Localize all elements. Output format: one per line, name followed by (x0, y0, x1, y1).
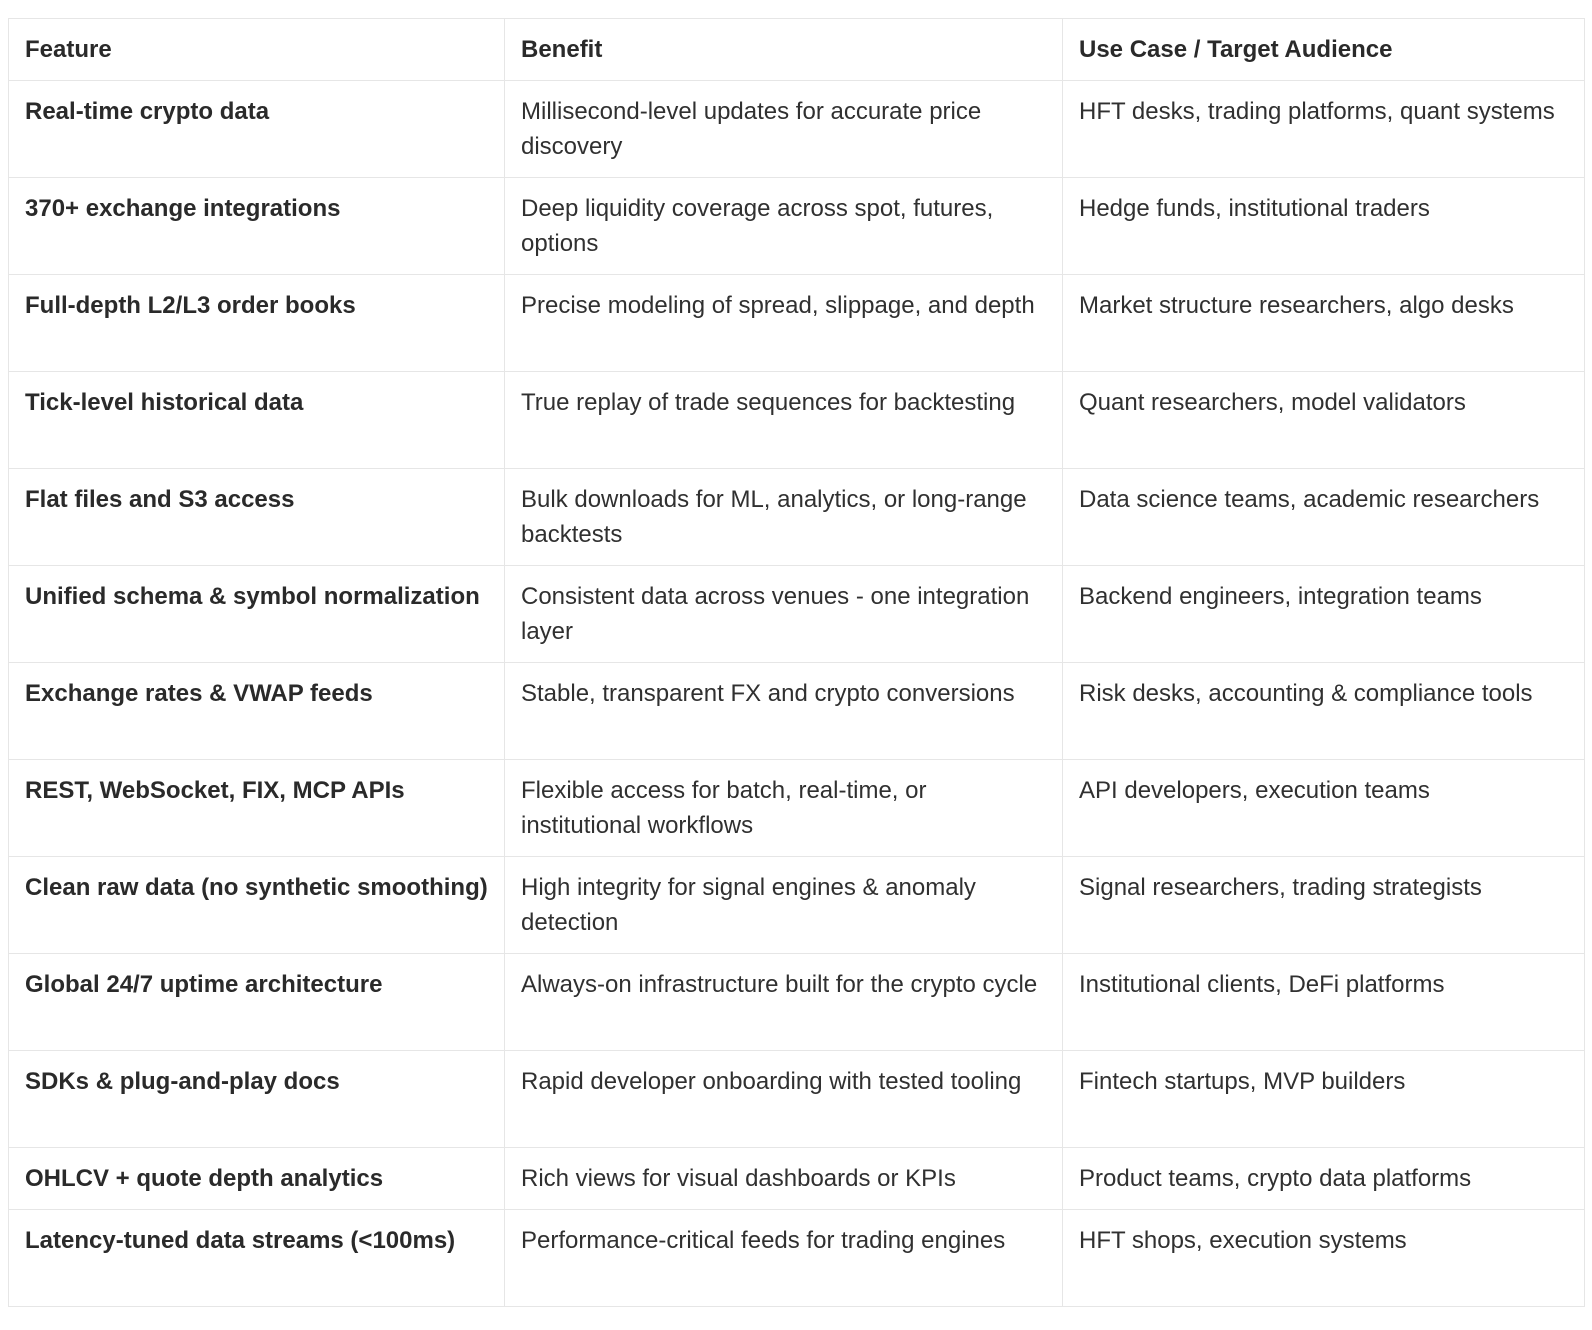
feature-cell: REST, WebSocket, FIX, MCP APIs (9, 760, 505, 857)
benefit-cell: Stable, transparent FX and crypto conversions (505, 663, 1063, 760)
use-case-cell: HFT desks, trading platforms, quant systems (1063, 81, 1585, 178)
feature-cell: Clean raw data (no synthetic smoothing) (9, 857, 505, 954)
use-case-cell: Risk desks, accounting & compliance tools (1063, 663, 1585, 760)
table-row (9, 469, 1585, 566)
benefit-cell: Rapid developer onboarding with tested tooling (505, 1051, 1063, 1148)
feature-cell: OHLCV + quote depth analytics (9, 1148, 505, 1210)
use-case-cell: Product teams, crypto data platforms (1063, 1148, 1585, 1210)
use-case-cell: API developers, execution teams (1063, 760, 1585, 857)
use-case-cell: Data science teams, academic researchers (1063, 469, 1585, 566)
header-use-case: Use Case / Target Audience (1063, 19, 1585, 81)
benefit-cell: Consistent data across venues - one integration layer (505, 566, 1063, 663)
table-row (9, 760, 1585, 857)
benefit-cell: High integrity for signal engines & anomaly detection (505, 857, 1063, 954)
use-case-cell: Hedge funds, institutional traders (1063, 178, 1585, 275)
feature-cell: 370+ exchange integrations (9, 178, 505, 275)
header-benefit: Benefit (505, 19, 1063, 81)
table-row (9, 275, 1585, 372)
table-header-row (9, 19, 1585, 81)
feature-table-container (8, 18, 1584, 1307)
use-case-cell: Institutional clients, DeFi platforms (1063, 954, 1585, 1051)
use-case-cell: HFT shops, execution systems (1063, 1210, 1585, 1307)
benefit-cell: Bulk downloads for ML, analytics, or long-range backtests (505, 469, 1063, 566)
use-case-cell: Fintech startups, MVP builders (1063, 1051, 1585, 1148)
feature-cell: SDKs & plug-and-play docs (9, 1051, 505, 1148)
table-row (9, 178, 1585, 275)
benefit-cell: Rich views for visual dashboards or KPIs (505, 1148, 1063, 1210)
feature-cell: Full-depth L2/L3 order books (9, 275, 505, 372)
benefit-cell: True replay of trade sequences for backtesting (505, 372, 1063, 469)
feature-cell: Tick-level historical data (9, 372, 505, 469)
feature-cell: Flat files and S3 access (9, 469, 505, 566)
feature-cell: Real-time crypto data (9, 81, 505, 178)
table-row (9, 954, 1585, 1051)
benefit-cell: Millisecond-level updates for accurate price discovery (505, 81, 1063, 178)
table-row (9, 857, 1585, 954)
table-row (9, 663, 1585, 760)
use-case-cell: Market structure researchers, algo desks (1063, 275, 1585, 372)
use-case-cell: Signal researchers, trading strategists (1063, 857, 1585, 954)
benefit-cell: Performance-critical feeds for trading engines (505, 1210, 1063, 1307)
benefit-cell: Deep liquidity coverage across spot, futures, options (505, 178, 1063, 275)
use-case-cell: Quant researchers, model validators (1063, 372, 1585, 469)
feature-cell: Global 24/7 uptime architecture (9, 954, 505, 1051)
benefit-cell: Always-on infrastructure built for the crypto cycle (505, 954, 1063, 1051)
table-row (9, 1051, 1585, 1148)
table-row (9, 566, 1585, 663)
benefit-cell: Precise modeling of spread, slippage, and depth (505, 275, 1063, 372)
table-row (9, 1148, 1585, 1210)
benefit-cell: Flexible access for batch, real-time, or institutional workflows (505, 760, 1063, 857)
feature-table (8, 18, 1585, 1307)
header-feature: Feature (9, 19, 505, 81)
table-row (9, 372, 1585, 469)
feature-cell: Exchange rates & VWAP feeds (9, 663, 505, 760)
table-row (9, 1210, 1585, 1307)
table-row (9, 81, 1585, 178)
use-case-cell: Backend engineers, integration teams (1063, 566, 1585, 663)
feature-cell: Unified schema & symbol normalization (9, 566, 505, 663)
feature-cell: Latency-tuned data streams (<100ms) (9, 1210, 505, 1307)
